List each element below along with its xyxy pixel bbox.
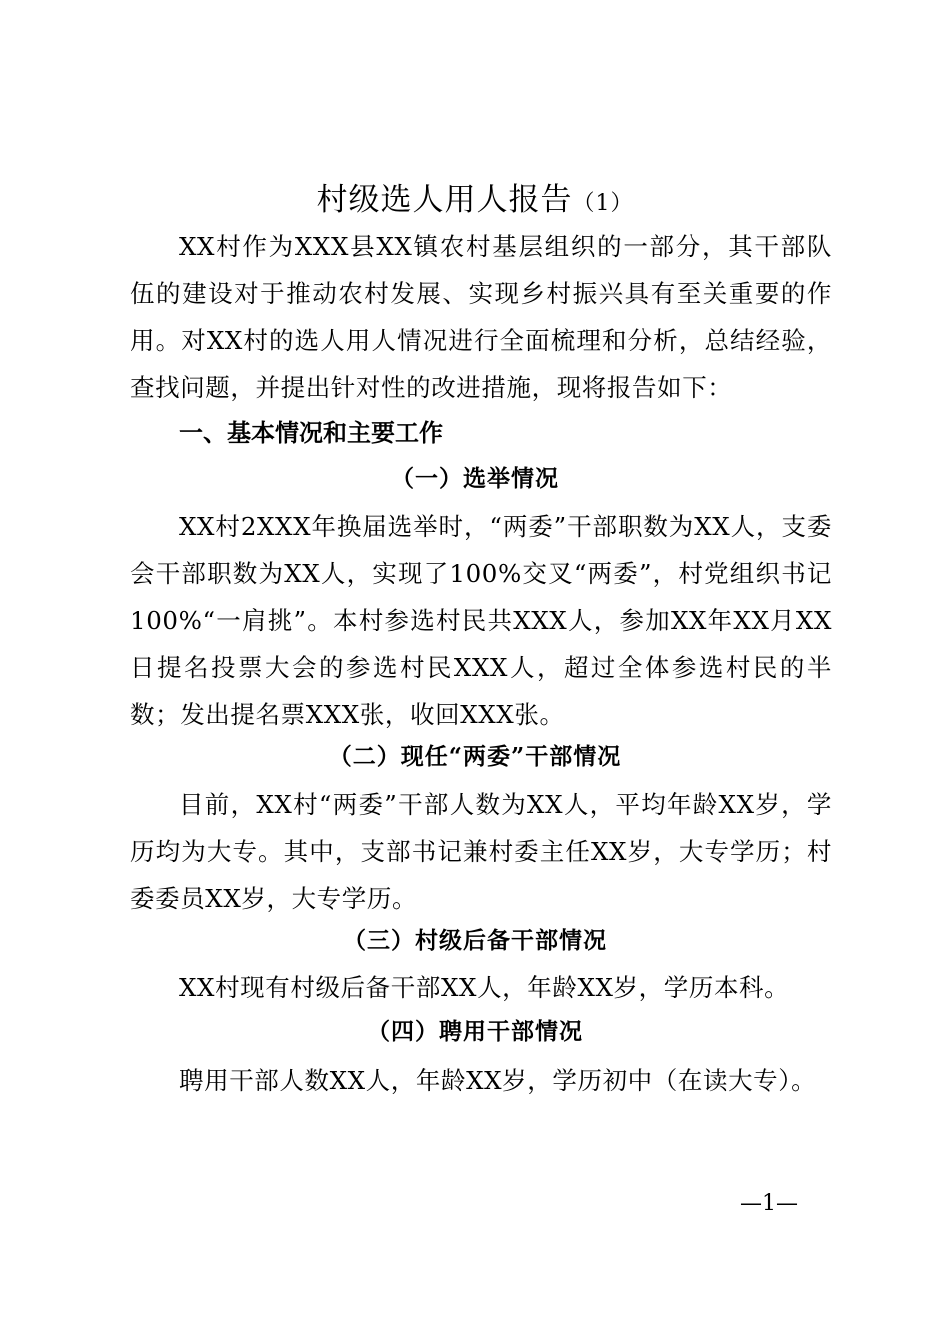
subsection-heading-hired-cadres: （四）聘用干部情况: [367, 1018, 583, 1045]
intro-paragraph: XX村作为XXX县XX镇农村基层组织的一部分，其干部队伍的建设对于推动农村发展、实现乡村振兴具有至关重要的作用。对XX村的选人用人情况进行全面梳理和分析，总结经验，查找问题，并提出针对性的改进措施，现将报告如下：: [130, 232, 832, 402]
subsection-body-current-cadres: 目前，XX村“两委”干部人数为XX人，平均年龄XX岁，学历均为大专。其中，支部书记兼村委主任XX岁，大专学历；村委委员XX岁，大专学历。: [130, 790, 832, 913]
section-heading: 一、基本情况和主要工作: [179, 419, 443, 447]
subsection-body-election: XX村2XXX年换届选举时，“两委”干部职数为XX人，支委会干部职数为XX人，实现了100%交叉“两委”，村党组织书记100%“一肩挑”。本村参选村民共XXX人，参加XX年XX月XX日提名投票大会的参选村民XXX人，超过全体参选村民的半数；发出提名票XXX张，收回XXX张。: [130, 512, 832, 729]
subsection-heading-current-cadres: （二）现任“两委”干部情况: [328, 743, 622, 770]
subsection-heading-reserve-cadres: （三）村级后备干部情况: [343, 927, 607, 954]
title-text: 村级选人用人报告: [316, 182, 573, 218]
subsection-body-hired-cadres: 聘用干部人数XX人，年龄XX岁，学历初中（在读大专）。: [179, 1066, 817, 1095]
page-number: —1—: [740, 1191, 798, 1216]
subsection-body-reserve-cadres: XX村现有村级后备干部XX人，年龄XX岁，学历本科。: [179, 973, 790, 1002]
subsection-heading-election: （一）选举情况: [391, 465, 559, 492]
document-title: [0, 178, 950, 226]
title-suffix: （1）: [572, 191, 634, 216]
